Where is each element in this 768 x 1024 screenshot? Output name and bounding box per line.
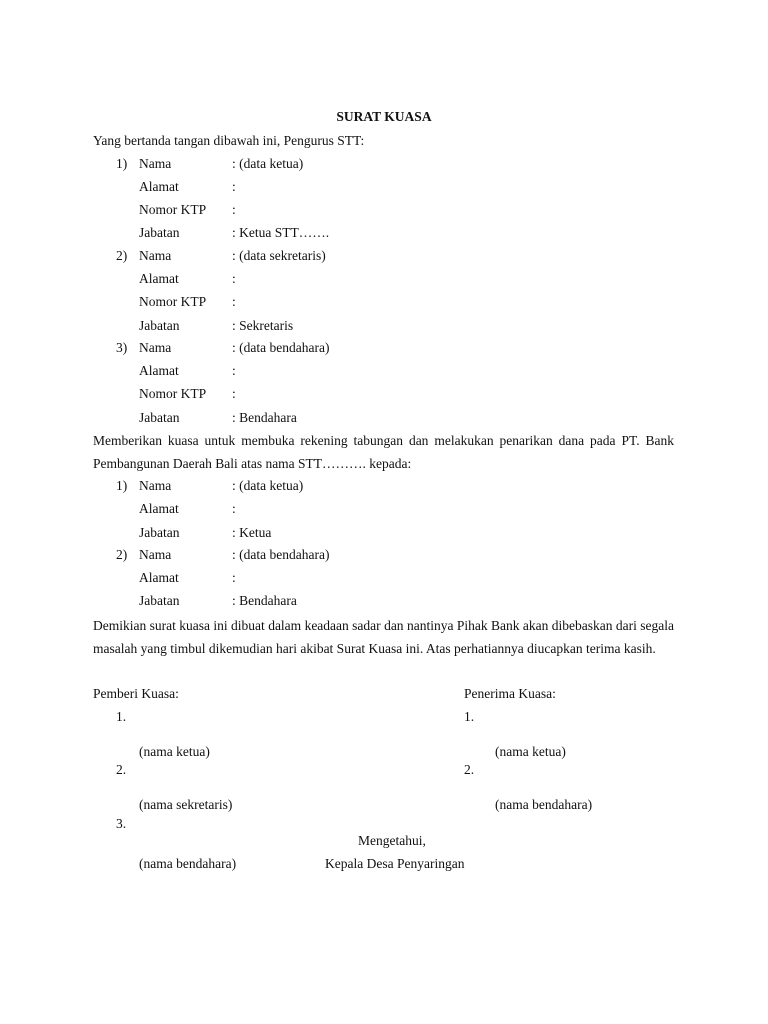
- field-value: : Ketua: [232, 525, 272, 540]
- field-label: Nama: [139, 478, 172, 493]
- receiver-name: (nama ketua): [495, 744, 566, 759]
- field-label: Jabatan: [139, 410, 180, 425]
- closing-paragraph: Demikian surat kuasa ini dibuat dalam keadaan sadar dan nantinya Pihak Bank akan dibebaskan dari segala masalah yang timbul dikemudian hari akibat Surat Kuasa ini. Atas perhatiannya diucapkan terima kasih.: [93, 618, 674, 657]
- receiver-heading: Penerima Kuasa:: [464, 686, 556, 701]
- field-value: : Sekretaris: [232, 318, 294, 333]
- field-label: Alamat: [139, 271, 179, 286]
- giver-number: 2.: [116, 762, 127, 777]
- field-label: Jabatan: [139, 525, 180, 540]
- field-value: : (data ketua): [232, 156, 304, 171]
- giver-name: (nama bendahara): [139, 856, 237, 871]
- grantee-number: 1): [116, 478, 128, 493]
- grantee-number: 2): [116, 547, 128, 562]
- giver-heading: Pemberi Kuasa:: [93, 686, 179, 701]
- field-label: Nomor KTP: [139, 294, 207, 309]
- receiver-number: 1.: [464, 709, 475, 724]
- field-value: : (data sekretaris): [232, 248, 326, 263]
- field-value: :: [232, 179, 236, 194]
- field-value: :: [232, 570, 236, 585]
- acknowledged-label: Mengetahui,: [358, 833, 426, 848]
- grantor-number: 3): [116, 340, 128, 355]
- giver-number: 3.: [116, 816, 127, 831]
- field-label: Alamat: [139, 179, 179, 194]
- field-label: Nomor KTP: [139, 386, 207, 401]
- field-label: Jabatan: [139, 318, 180, 333]
- field-label: Nama: [139, 340, 172, 355]
- field-label: Nama: [139, 156, 172, 171]
- grantor-number: 2): [116, 248, 128, 263]
- field-value: : (data ketua): [232, 478, 304, 493]
- field-label: Alamat: [139, 570, 179, 585]
- receiver-name: (nama bendahara): [495, 797, 593, 812]
- mandate-paragraph: Memberikan kuasa untuk membuka rekening tabungan dan melakukan penarikan dana pada PT. Bank Pembangunan Daerah Bali atas nama STT………. kepada:: [93, 433, 674, 472]
- intro-line: Yang bertanda tangan dibawah ini, Pengurus STT:: [93, 133, 365, 148]
- field-value: : Bendahara: [232, 410, 297, 425]
- giver-name: (nama sekretaris): [139, 797, 233, 812]
- field-value: : Ketua STT…….: [232, 225, 330, 240]
- field-value: :: [232, 294, 236, 309]
- field-value: :: [232, 386, 236, 401]
- field-value: : (data bendahara): [232, 340, 330, 355]
- field-value: :: [232, 363, 236, 378]
- field-value: :: [232, 501, 236, 516]
- document-title: SURAT KUASA: [336, 109, 432, 124]
- field-value: :: [232, 271, 236, 286]
- giver-name: (nama ketua): [139, 744, 210, 759]
- field-value: : Bendahara: [232, 593, 297, 608]
- field-label: Nama: [139, 248, 172, 263]
- giver-number: 1.: [116, 709, 127, 724]
- field-label: Jabatan: [139, 593, 180, 608]
- field-label: Alamat: [139, 363, 179, 378]
- field-value: :: [232, 202, 236, 217]
- field-label: Jabatan: [139, 225, 180, 240]
- field-label: Nomor KTP: [139, 202, 207, 217]
- field-value: : (data bendahara): [232, 547, 330, 562]
- village-head-title: Kepala Desa Penyaringan: [325, 856, 465, 871]
- field-label: Alamat: [139, 501, 179, 516]
- field-label: Nama: [139, 547, 172, 562]
- grantor-number: 1): [116, 156, 128, 171]
- receiver-number: 2.: [464, 762, 475, 777]
